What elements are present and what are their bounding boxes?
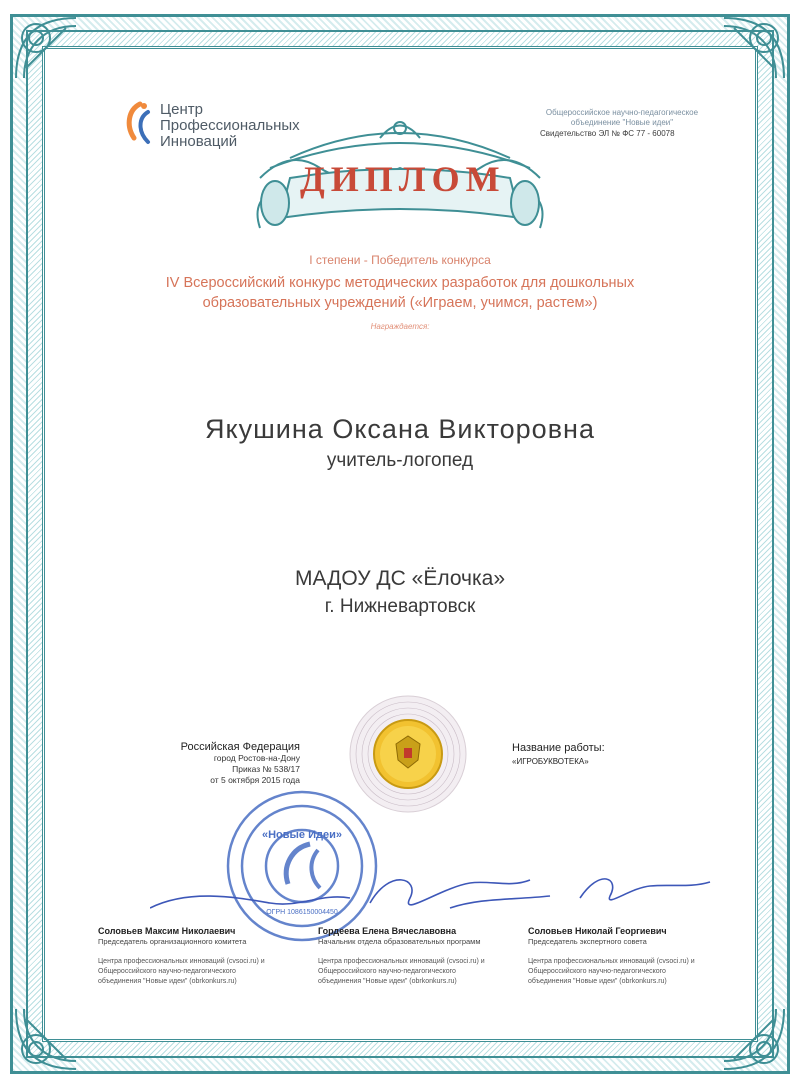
- stamp-ogrn-text: ОГРН 1086150004450: [266, 909, 338, 916]
- corner-ornament-icon: [6, 1001, 84, 1079]
- work-label: Название работы:: [512, 742, 605, 754]
- signatory-org: Центра профессиональных инноваций (cvsoci.ru) и: [318, 958, 485, 965]
- signatory-org: объединения "Новые идеи" (obrkonkurs.ru): [98, 978, 237, 985]
- logo-line: Профессиональных: [160, 117, 300, 134]
- signatory-name: Гордеева Елена Вячеславовна: [318, 926, 457, 936]
- logo-icon: [118, 100, 158, 148]
- order-number: Приказ № 538/17: [232, 764, 300, 774]
- corner-ornament-icon: [716, 1001, 794, 1079]
- country-text: Российская Федерация: [180, 741, 300, 753]
- order-date: от 5 октября 2015 года: [210, 775, 300, 785]
- corner-ornament-icon: [716, 8, 794, 86]
- certificate-number: Свидетельство ЭЛ № ФС 77 - 60078: [540, 129, 675, 138]
- diploma-title: ДИПЛОМ: [300, 159, 506, 199]
- signatory-block: [528, 926, 728, 987]
- stamp-center-text: «Новые Идеи»: [262, 829, 342, 841]
- signatory-name: Соловьев Максим Николаевич: [98, 926, 236, 936]
- awarded-label: Награждается:: [370, 322, 430, 331]
- contest-line: образовательных учреждений («Играем, учимся, растем»): [202, 295, 598, 311]
- recipient-institution: МАДОУ ДС «Ёлочка»: [294, 567, 506, 590]
- issue-city: город Ростов-на-Дону: [213, 753, 300, 763]
- recipient-name: Якушина Оксана Викторовна: [205, 414, 595, 444]
- signatory-org: Общероссийского научно-педагогического: [98, 968, 236, 975]
- corner-ornament-icon: [6, 8, 84, 86]
- partner-line: объединение "Новые идеи": [570, 118, 674, 127]
- signatory-role: Председатель организационного комитета: [98, 937, 247, 946]
- signatory-block: [98, 926, 288, 987]
- signatory-name: Соловьев Николай Георгиевич: [528, 926, 667, 936]
- work-title-block: [512, 742, 605, 768]
- signatory-block: [318, 926, 518, 987]
- signatory-org: Центра профессиональных инноваций (cvsoci.ru) и: [528, 958, 695, 965]
- signatory-org: объединения "Новые идеи" (obrkonkurs.ru): [528, 978, 667, 985]
- signatory-role: Председатель экспертного совета: [528, 937, 647, 946]
- partner-line: Общероссийское научно-педагогическое: [545, 108, 699, 117]
- signatory-org: объединения "Новые идеи" (obrkonkurs.ru): [318, 978, 457, 985]
- handwritten-signatures-icon: [150, 858, 790, 928]
- issue-place-block: [150, 742, 300, 786]
- work-value: «ИГРОБУКВОТЕКА»: [512, 757, 589, 766]
- recipient-city: г. Нижневартовск: [324, 596, 476, 617]
- recipient-position: учитель-логопед: [326, 450, 474, 471]
- signatory-org: Центра профессиональных инноваций (cvsoci.ru) и: [98, 958, 265, 965]
- contest-line: IV Всероссийский конкурс методических разработок для дошкольных: [165, 275, 635, 291]
- logo-line: Инноваций: [160, 133, 238, 150]
- logo-line: Центр: [160, 101, 203, 118]
- signatory-org: Общероссийского научно-педагогического: [318, 968, 456, 975]
- degree-text: I степени - Победитель конкурса: [309, 253, 491, 267]
- signatory-org: Общероссийского научно-педагогического: [528, 968, 666, 975]
- contest-title: [140, 273, 660, 313]
- signatory-role: Начальник отдела образовательных программ: [318, 937, 481, 946]
